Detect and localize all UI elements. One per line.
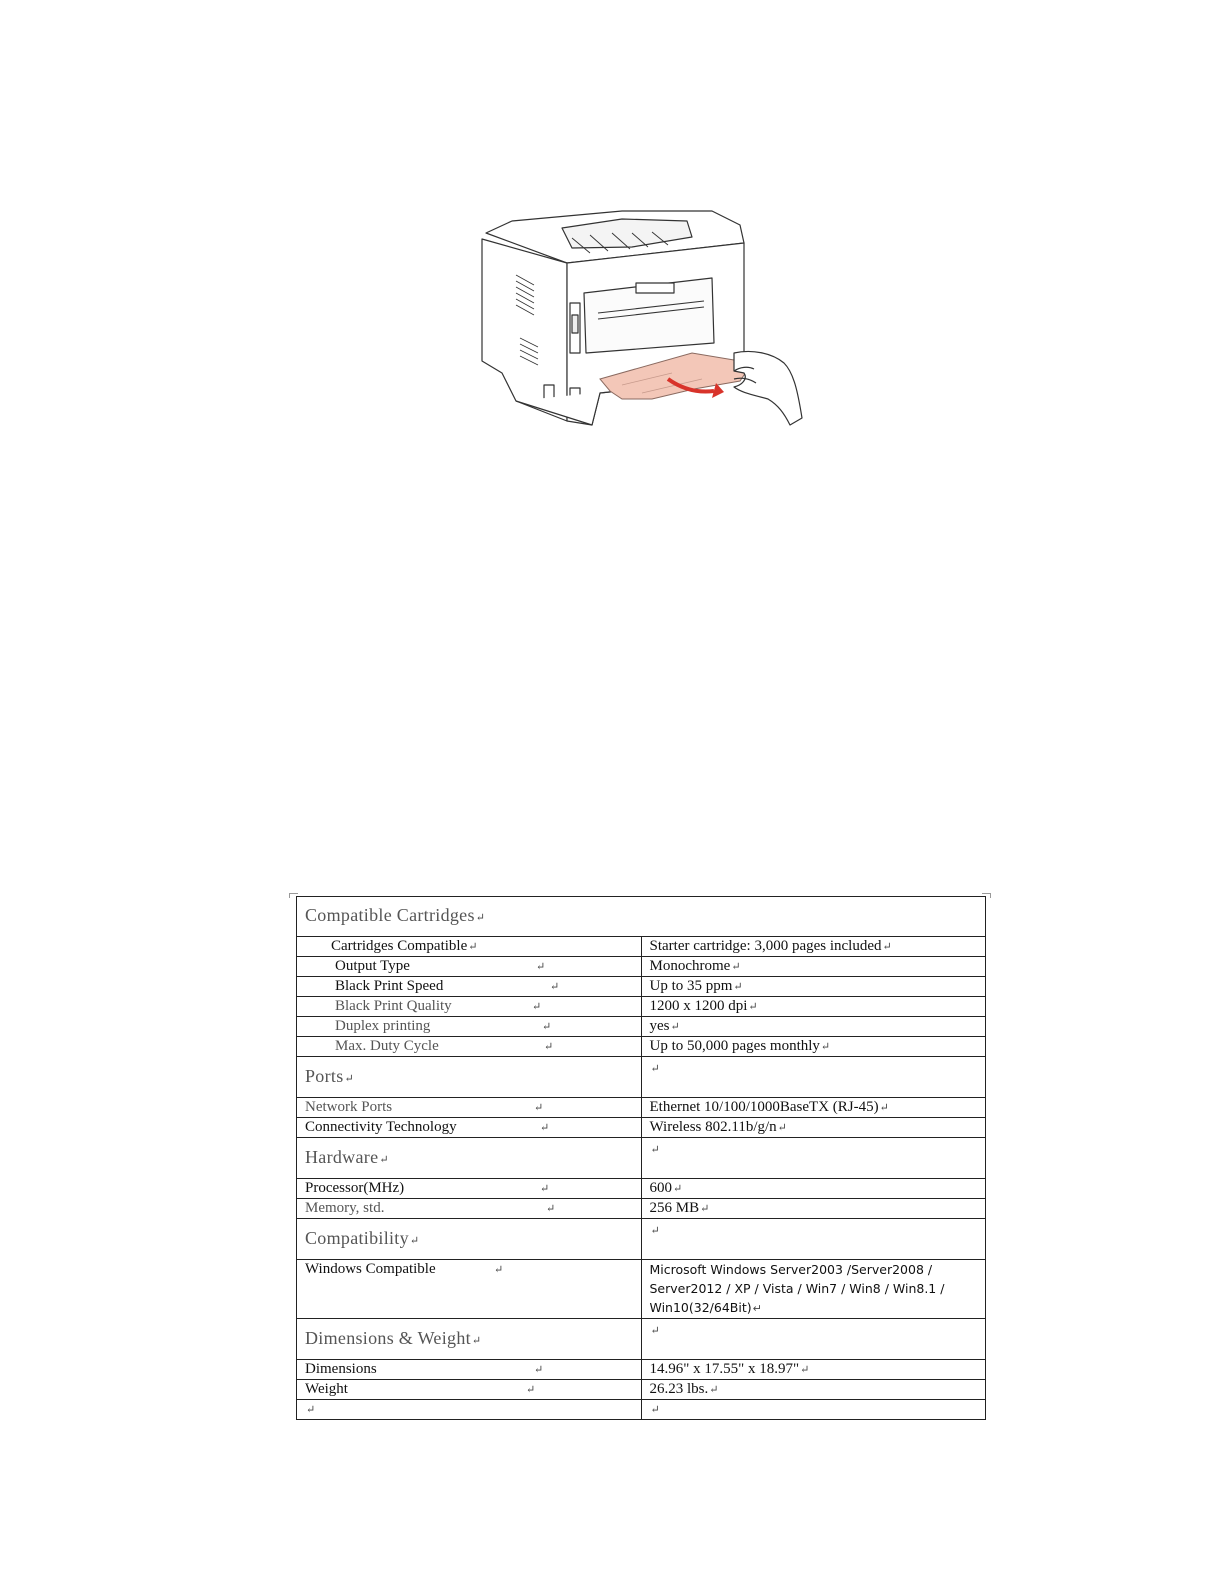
row-value: Starter cartridge: 3,000 pages included [649,938,882,954]
row-value: Up to 35 ppm [649,978,733,994]
row-label: Network Ports [305,1099,393,1115]
row-label: Memory, std. [305,1200,385,1216]
table-row: Weight ↵ 26.23 lbs.↵ [297,1380,986,1400]
table-title: Compatible Cartridges↵ [297,897,986,937]
table-row: Max. Duty Cycle ↵ Up to 50,000 pages monthly↵ [297,1037,986,1057]
spec-table [296,896,988,1420]
table-row: Duplex printing ↵ yes↵ [297,1017,986,1037]
row-value: Microsoft Windows Server2003 /Server2008 / Server2012 / XP / Vista / Win7 / Win8 / Win8.1 / Win10(32/64Bit) [649,1262,945,1315]
table-row-empty: ↵ ↵ [297,1400,986,1420]
row-value: 26.23 lbs. [649,1381,709,1397]
table-row: Connectivity Technology ↵ Wireless 802.11b/g/n↵ [297,1118,986,1138]
row-label: Cartridges Compatible [331,938,468,954]
row-label: Duplex printing [335,1018,431,1034]
section-heading: Dimensions & Weight [305,1327,471,1348]
section-row-ports: Ports↵ ↵ [297,1057,986,1098]
row-label: Connectivity Technology [305,1119,457,1135]
section-heading: Hardware [305,1146,379,1167]
table-row: Network Ports ↵ Ethernet 10/100/1000BaseTX (RJ-45)↵ [297,1098,986,1118]
row-value: 600 [649,1180,672,1196]
row-value: 14.96" x 17.55" x 18.97" [649,1361,800,1377]
section-heading: Compatibility [305,1227,409,1248]
table-row: Windows Compatible ↵ Microsoft Windows Server2003 /Server2008 / Server2012 / XP / Vista / Win7 / Win8 / Win8.1 / Win10(32/64Bit)↵ [297,1260,986,1319]
table-row: Memory, std. ↵ 256 MB↵ [297,1199,986,1219]
table-row: Black Print Speed ↵ Up to 35 ppm↵ [297,977,986,997]
table-row: Output Type ↵ Monochrome↵ [297,957,986,977]
printer-paper-jam-figure [472,203,804,431]
row-value: 1200 x 1200 dpi [649,998,748,1014]
row-label: Output Type [335,958,410,974]
row-value: Monochrome [649,958,731,974]
printer-paper-jam-icon [472,203,804,431]
section-row-hardware: Hardware↵ ↵ [297,1138,986,1179]
table-title-row [297,897,986,937]
table-row: Dimensions ↵ 14.96" x 17.55" x 18.97"↵ [297,1360,986,1380]
section-row-dimensions: Dimensions & Weight↵ ↵ [297,1319,986,1360]
row-label: Windows Compatible [305,1261,436,1277]
row-value: Ethernet 10/100/1000BaseTX (RJ-45) [649,1099,879,1115]
row-label: Black Print Speed [335,978,444,994]
row-value: 256 MB [649,1200,700,1216]
section-heading: Ports [305,1065,344,1086]
row-label: Black Print Quality [335,998,452,1014]
table-row: Processor(MHz) ↵ 600↵ [297,1179,986,1199]
row-label: Processor(MHz) [305,1180,405,1196]
row-label: Weight [305,1381,348,1397]
table-row: Cartridges Compatible↵ Starter cartridge: 3,000 pages included↵ [297,937,986,957]
row-value: Up to 50,000 pages monthly [649,1038,820,1054]
table-row: Black Print Quality ↵ 1200 x 1200 dpi↵ [297,997,986,1017]
row-label: Max. Duty Cycle [335,1038,439,1054]
section-row-compatibility: Compatibility↵ ↵ [297,1219,986,1260]
row-value: yes [649,1018,670,1034]
row-label: Dimensions [305,1361,377,1377]
row-value: Wireless 802.11b/g/n [649,1119,777,1135]
